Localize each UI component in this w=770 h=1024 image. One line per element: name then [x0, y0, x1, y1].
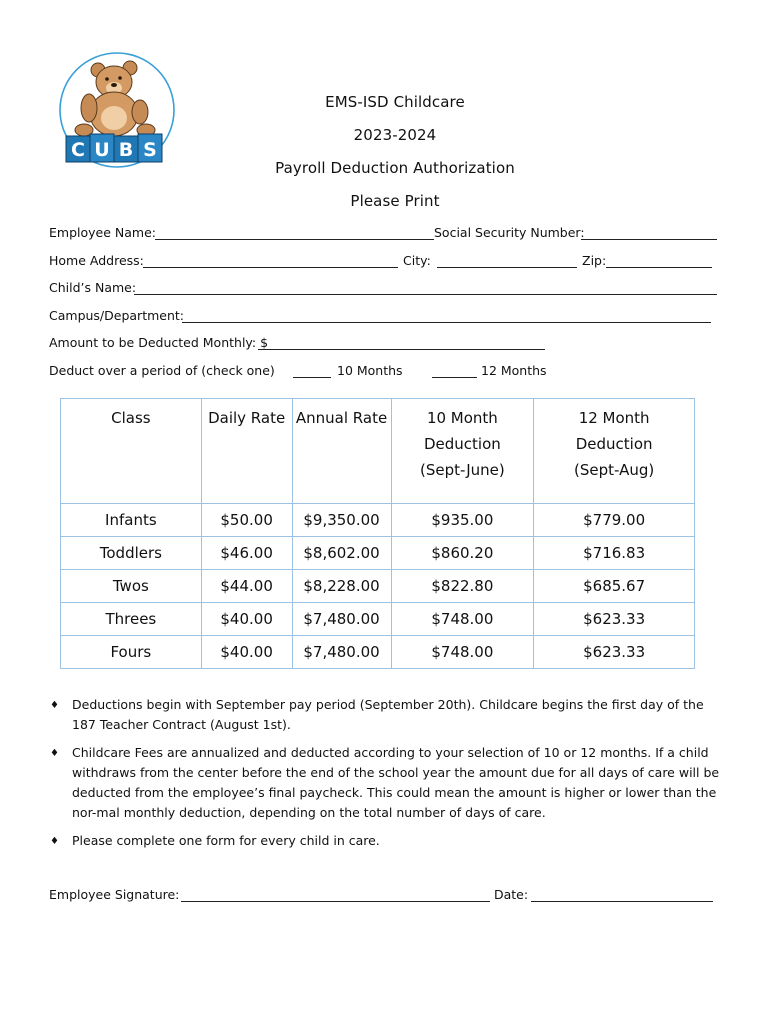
annual-rate-cell: $8,602.00 [292, 537, 391, 570]
daily-rate-cell: $44.00 [201, 570, 292, 603]
class-cell: Twos [61, 570, 202, 603]
annual-rate-cell: $7,480.00 [292, 636, 391, 669]
ten-month-cell: $748.00 [391, 603, 534, 636]
form-title: Payroll Deduction Authorization [275, 159, 515, 177]
note-text: Please complete one form for every child in care. [72, 833, 380, 848]
school-year: 2023-2024 [353, 126, 437, 144]
ten-month-cell: $822.80 [391, 570, 534, 603]
employee-name-field[interactable] [155, 239, 434, 240]
option-10-months-label: 10 Months [337, 363, 403, 378]
date-label: Date: [494, 887, 529, 902]
diamond-bullet-icon: ♦ [50, 748, 59, 759]
daily-rate-cell: $40.00 [201, 636, 292, 669]
zip-label: Zip: [582, 253, 607, 268]
daily-rate-cell: $46.00 [201, 537, 292, 570]
note-text: Childcare Fees are annualized and deducted according to your selection of 10 or 12 months. If a child withdraws from the center before the end of the school year the amount due for all days of care will be deducted from the employee’s final paycheck. This could mean the amount is higher or lower than the nor-mal monthly deduction, depending on the total number of days of care. [72, 745, 720, 820]
amount-label: Amount to be Deducted Monthly: $ [49, 335, 269, 350]
print-instruction: Please Print [350, 192, 440, 210]
header-annual-rate: Annual Rate [292, 399, 391, 504]
home-address-label: Home Address: [49, 253, 144, 268]
header-12-month-deduction: 12 Month Deduction (Sept-Aug) [534, 399, 695, 504]
date-field[interactable] [531, 901, 713, 902]
ten-month-cell: $935.00 [391, 504, 534, 537]
cubs-bear-logo [56, 52, 178, 172]
svg-text:B: B [118, 139, 134, 161]
twelve-month-cell: $685.67 [534, 570, 695, 603]
table-row [61, 636, 695, 669]
class-cell: Infants [61, 504, 202, 537]
table-row [61, 570, 695, 603]
ssn-field[interactable] [581, 239, 717, 240]
table-header-row [61, 399, 695, 504]
note-text: Deductions begin with September pay period (September 20th). Childcare begins the first day of the 187 Teacher Contract (August 1st). [72, 697, 704, 732]
daily-rate-cell: $50.00 [201, 504, 292, 537]
deduct-period-label: Deduct over a period of (check one) [49, 363, 275, 378]
header-10-month-deduction: 10 Month Deduction (Sept-June) [391, 399, 534, 504]
child-name-label: Child’s Name: [49, 280, 137, 295]
rates-table [60, 398, 695, 669]
list-item [50, 695, 720, 735]
home-address-field[interactable] [143, 267, 398, 268]
campus-field[interactable] [182, 322, 711, 323]
ten-month-cell: $860.20 [391, 537, 534, 570]
amount-field[interactable] [258, 349, 545, 350]
city-field[interactable] [437, 267, 577, 268]
class-cell: Toddlers [61, 537, 202, 570]
svg-text:C: C [71, 139, 85, 161]
notes-list [50, 695, 720, 860]
list-item [50, 831, 720, 852]
option-12-months-label: 12 Months [481, 363, 547, 378]
option-12-months-checkline[interactable] [432, 377, 477, 378]
table-row [61, 537, 695, 570]
child-name-field[interactable] [134, 294, 717, 295]
header-daily-rate: Daily Rate [201, 399, 292, 504]
twelve-month-cell: $623.33 [534, 603, 695, 636]
header-class: Class [61, 399, 202, 504]
employee-signature-field[interactable] [181, 901, 490, 902]
campus-label: Campus/Department: [49, 308, 184, 323]
class-cell: Fours [61, 636, 202, 669]
annual-rate-cell: $7,480.00 [292, 603, 391, 636]
class-cell: Threes [61, 603, 202, 636]
option-10-months-checkline[interactable] [293, 377, 331, 378]
annual-rate-cell: $9,350.00 [292, 504, 391, 537]
twelve-month-cell: $779.00 [534, 504, 695, 537]
annual-rate-cell: $8,228.00 [292, 570, 391, 603]
diamond-bullet-icon: ♦ [50, 700, 59, 711]
employee-name-label: Employee Name: [49, 225, 156, 240]
ssn-label: Social Security Number: [434, 225, 585, 240]
table-row [61, 603, 695, 636]
ten-month-cell: $748.00 [391, 636, 534, 669]
list-item [50, 743, 720, 823]
diamond-bullet-icon: ♦ [50, 836, 59, 847]
twelve-month-cell: $716.83 [534, 537, 695, 570]
employee-signature-label: Employee Signature: [49, 887, 180, 902]
svg-text:U: U [94, 139, 110, 161]
svg-text:S: S [143, 139, 157, 161]
city-label: City: [403, 253, 431, 268]
table-row [61, 504, 695, 537]
zip-field[interactable] [606, 267, 712, 268]
org-title: EMS-ISD Childcare [325, 93, 465, 111]
daily-rate-cell: $40.00 [201, 603, 292, 636]
twelve-month-cell: $623.33 [534, 636, 695, 669]
